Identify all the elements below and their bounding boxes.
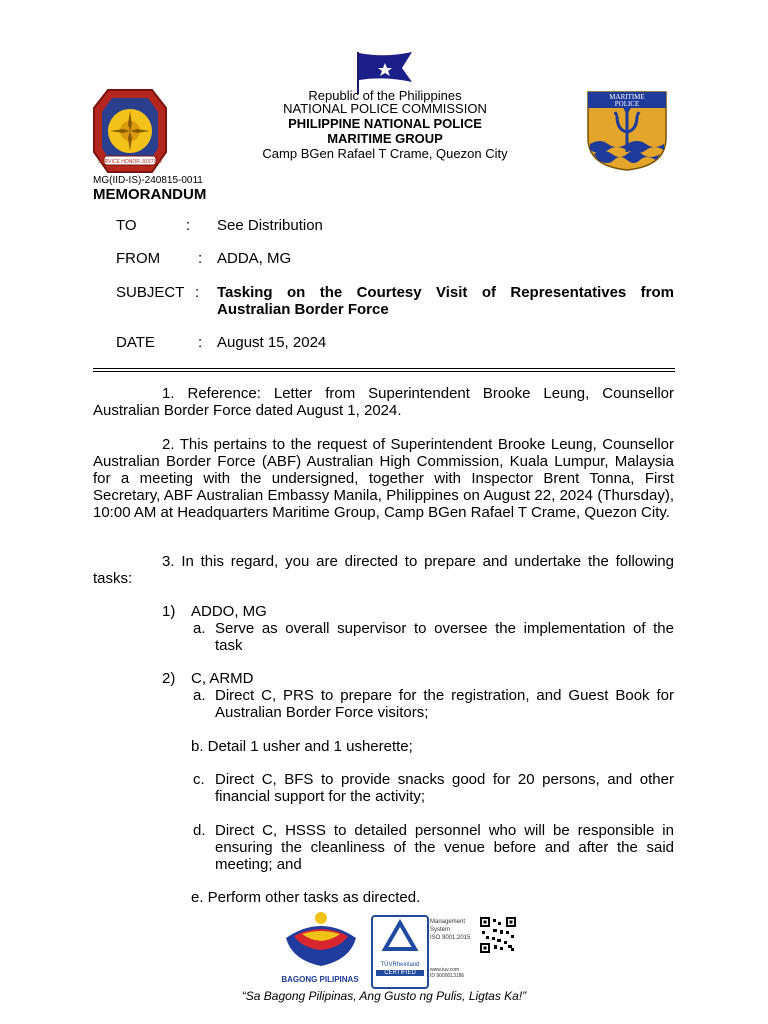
memo-title: MEMORANDUM: [93, 186, 207, 203]
footer-slogan: “Sa Bagong Pilipinas, Ang Gusto ng Pulis, Ligtas Ka!”: [241, 989, 527, 1003]
task-2-c: Direct C, BFS to provide snacks good for 20 persons, and other financial support for the activity;: [215, 771, 674, 805]
from-label: FROM: [116, 250, 161, 267]
management-system-text: [430, 918, 470, 942]
subject-colon: :: [195, 284, 200, 301]
ms-line-2: System: [430, 927, 451, 933]
task-2-a-marker: a.: [193, 687, 206, 704]
header-napolcom: NATIONAL POLICE COMMISSION: [283, 101, 487, 116]
bagong-pilipinas-label: BAGONG PILIPINAS: [281, 975, 359, 984]
tuv-badge: [371, 915, 429, 989]
paragraph-2: 2. This pertains to the request of Superintendent Brooke Leung, Counsellor Australian Border Force (ABF) Australian High Commission, Kuala Lumpur, Malaysia for a meeting with the undersigned, together with Inspector Brent Tonna, First Secretary, ABF Australian Embassy Manila, Philippines on August 22, 2024 (Thursday), 10:00 AM at Headquarters Maritime Group, Camp BGen Rafael T Crame, Quezon City.: [93, 436, 674, 521]
qr-code-icon: [480, 917, 516, 953]
paragraph-1: 1. Reference: Letter from Superintendent Brooke Leung, Counsellor Australian Border Force dated August 1, 2024.: [93, 385, 674, 419]
task-2-number: 2): [162, 670, 176, 687]
divider-bottom: [93, 371, 675, 372]
task-1-number: 1): [162, 603, 176, 620]
divider-top: [93, 368, 675, 369]
ms-line-3: ISO 9001:2015: [430, 935, 471, 941]
paragraph-3: 3. In this regard, you are directed to prepare and undertake the following tasks:: [93, 553, 674, 587]
date-colon: :: [198, 334, 203, 351]
from-value: ADDA, MG: [217, 250, 292, 267]
tuv-certified: CERTIFIED: [376, 970, 424, 976]
ms-line-4: www.tuv.com: [430, 967, 460, 973]
task-2-e: e. Perform other tasks as directed.: [191, 889, 421, 906]
date-label: DATE: [116, 334, 155, 351]
memo-reference-number: MG(IID-IS)-240815-0011: [93, 175, 203, 186]
to-label: TO: [116, 217, 137, 234]
subject-label: SUBJECT: [116, 284, 185, 301]
seal-text-police: POLICE: [614, 100, 640, 108]
task-1-a: Serve as overall supervisor to oversee the implementation of the task: [215, 620, 674, 654]
tuv-brand: TÜVRheinland: [380, 962, 420, 968]
task-1-heading: ADDO, MG: [191, 603, 267, 620]
task-2-b: b. Detail 1 usher and 1 usherette;: [191, 738, 413, 755]
date-value: August 15, 2024: [217, 334, 327, 351]
maritime-police-seal-icon: [586, 90, 668, 172]
header-address: Camp BGen Rafael T Crame, Quezon City: [262, 146, 508, 161]
tuv-triangle-icon: [373, 917, 427, 957]
ms-line-5: ID 9000013186: [430, 973, 465, 979]
pnp-seal-motto: SERVICE HONOR JUSTICE: [97, 159, 163, 165]
bagong-pilipinas-logo-icon: [280, 908, 362, 974]
pnp-seal-icon: [90, 86, 170, 176]
seal-text-maritime: MARITIME: [609, 93, 645, 101]
from-colon: :: [198, 250, 203, 267]
task-2-d: Direct C, HSSS to detailed personnel who will be responsible in ensuring the cleanliness of the venue before and after the said meeting; and: [215, 822, 674, 873]
task-2-d-marker: d.: [193, 822, 206, 839]
task-2-heading: C, ARMD: [191, 670, 254, 687]
to-value: See Distribution: [217, 217, 323, 234]
header-republic: Republic of the Philippines: [308, 88, 462, 103]
task-1-a-marker: a.: [193, 620, 206, 637]
task-2-c-marker: c.: [193, 771, 205, 788]
to-colon: :: [186, 217, 191, 234]
task-2-a: Direct C, PRS to prepare for the registration, and Guest Book for Australian Border Force visitors;: [215, 687, 674, 721]
header-pnp: PHILIPPINE NATIONAL POLICE: [288, 116, 482, 131]
header-maritime-group: MARITIME GROUP: [327, 131, 443, 146]
subject-value: Tasking on the Courtesy Visit of Representatives from Australian Border Force: [217, 284, 674, 318]
management-system-id: [430, 967, 464, 979]
ms-line-1: Management: [430, 919, 466, 925]
